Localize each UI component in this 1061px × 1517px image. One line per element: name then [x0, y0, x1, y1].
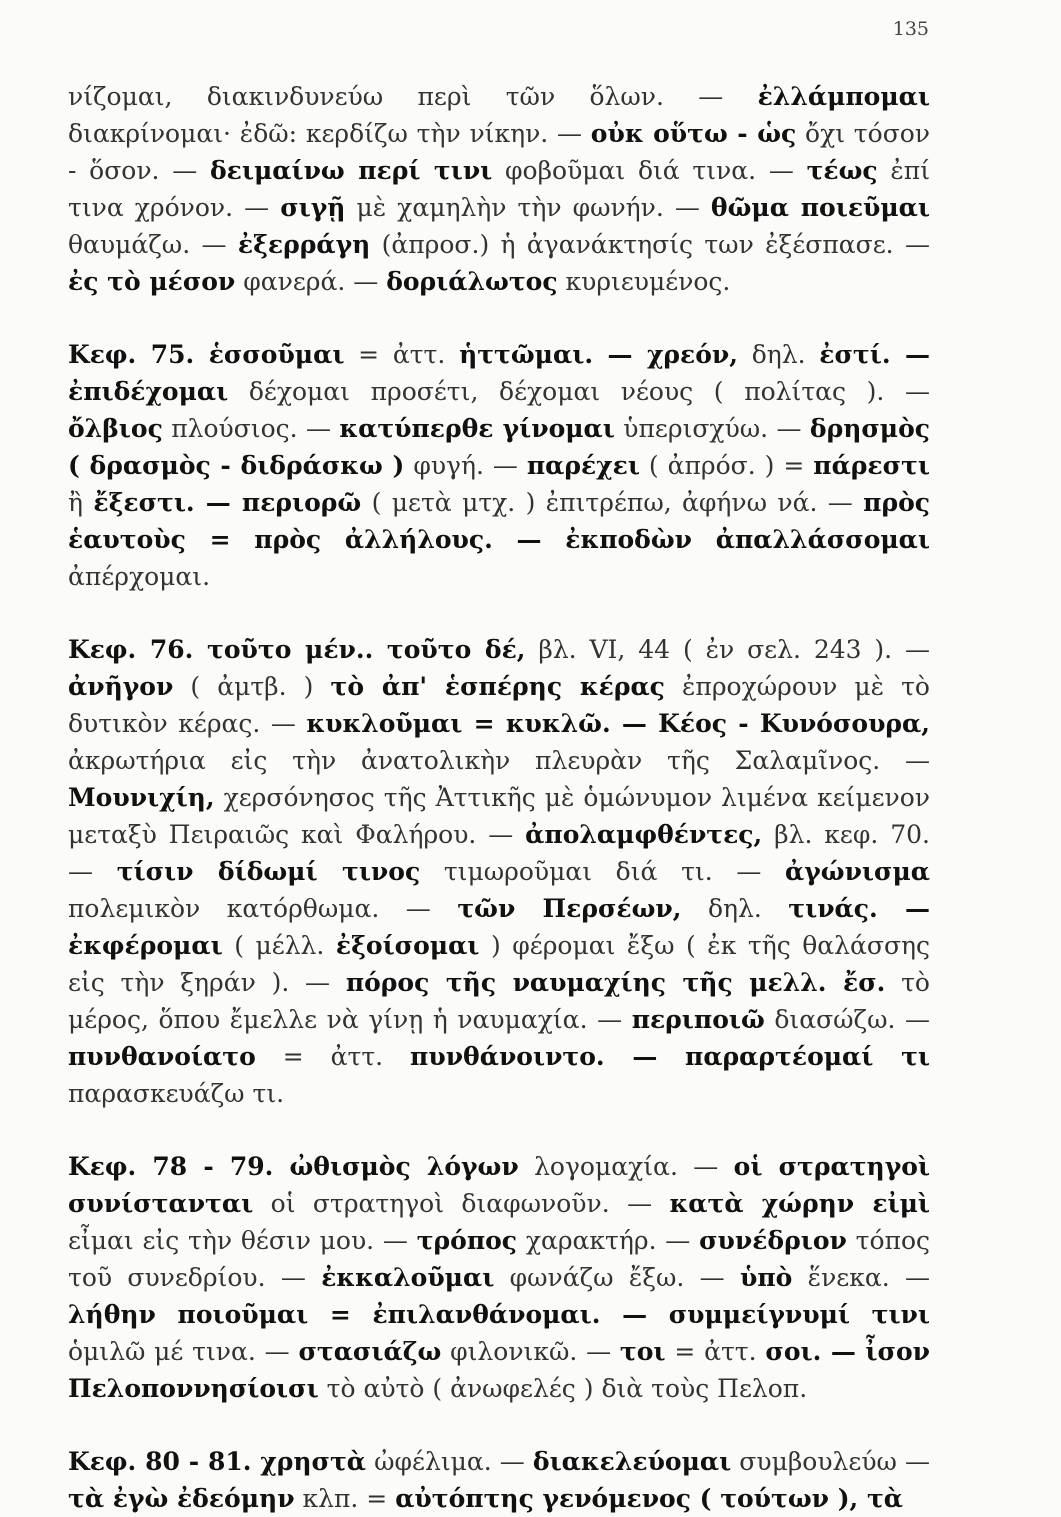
headword: ἀπολαμφθέντες,	[525, 820, 763, 849]
gloss-text: λογομαχία. —	[518, 1152, 734, 1181]
headword: τίσιν δίδωμί τινος	[116, 857, 421, 886]
headword: ἐλλάμπομαι	[757, 82, 930, 111]
headword: ἐκκαλοῦμαι	[321, 1263, 495, 1292]
gloss-text: θαυμάζω. —	[68, 230, 238, 259]
headword: οὐκ οὕτω - ὡς	[590, 119, 797, 148]
gloss-text: φοβοῦμαι διά τινα. —	[492, 156, 807, 185]
gloss-text: ( ἀπρόσ. ) =	[639, 451, 814, 480]
headword: παρέχει	[526, 451, 640, 480]
headword: ἔξεστι. — περιορῶ	[93, 488, 362, 517]
gloss-text: οἱ στρατηγοὶ διαφωνοῦν. —	[253, 1189, 670, 1218]
gloss-text: ) φέρομαι ἔξω ( ἐκ τῆς θαλάσσης εἰς τὴν ξηράν ). —	[68, 931, 930, 997]
headword: σοι. — ἶσον Πελοποννησίοισι	[68, 1337, 930, 1403]
headword: Μουνιχίη,	[68, 783, 215, 812]
gloss-text: νίζομαι, διακινδυνεύω περὶ τῶν ὅλων. —	[68, 82, 758, 111]
gloss-text: ὄχι τόσον - ὅσον. —	[68, 119, 931, 185]
gloss-text: φιλονικῶ. —	[441, 1337, 620, 1366]
headword: ἐστί. — ἐπιδέχομαι	[68, 340, 931, 406]
headword: σιγῇ	[280, 193, 346, 222]
glossary-paragraph	[68, 631, 930, 1112]
gloss-text: ὁμιλῶ μέ τινα. —	[68, 1337, 299, 1366]
gloss-text: ( μετὰ μτχ. ) ἐπιτρέπω, ἀφήνω νά. —	[361, 488, 864, 517]
headword: περιποιῶ	[631, 1005, 765, 1034]
gloss-text: ἀκρωτήρια εἰς τὴν ἀνατολικὴν πλευρὰν τῆς Σαλαμῖνος. —	[68, 746, 930, 775]
gloss-text: τιμωροῦμαι διά τι. —	[420, 857, 786, 886]
gloss-text: τόπος τοῦ συνεδρίου. —	[68, 1226, 930, 1292]
headword: συνέδριον	[699, 1226, 847, 1255]
headword: τοι	[619, 1337, 666, 1366]
headword: τὸ ἀπ' ἑσπέρης κέρας	[330, 672, 665, 701]
gloss-text: ἕνεκα. —	[792, 1263, 930, 1292]
gloss-text: = ἀττ.	[344, 340, 460, 369]
gloss-text: εἶμαι εἰς τὴν θέσιν μου. —	[68, 1226, 417, 1255]
gloss-text: διασώζω. —	[764, 1005, 931, 1034]
gloss-text: δηλ.	[681, 894, 789, 923]
headword: Κεφ. 76. τοῦτο μέν.. τοῦτο δέ,	[68, 635, 526, 664]
gloss-text: ἀπέρχομαι.	[68, 562, 211, 591]
headword: διακελεύομαι	[532, 1447, 732, 1476]
headword: δοριάλωτος	[386, 267, 558, 296]
headword: κατύπερθε γίνομαι	[339, 414, 615, 443]
gloss-text: δηλ.	[737, 340, 820, 369]
headword: τέως	[806, 156, 878, 185]
gloss-text: ( μέλλ.	[222, 931, 336, 960]
headword: πυνθάνοιντο. — παραρτέομαί τι	[410, 1042, 930, 1071]
headword: πόρος τῆς ναυμαχίης τῆς μελλ. ἔσ.	[345, 968, 886, 997]
headword: οἱ στρατηγοὶ συνίστανται	[68, 1152, 930, 1218]
headword: στασιάζω	[298, 1337, 442, 1366]
gloss-text: (ἀπροσ.) ἡ ἀγανάκτησίς των ἐξέσπασε. —	[370, 230, 930, 259]
gloss-text: φανερά. —	[235, 267, 387, 296]
headword: ὑπὸ	[740, 1263, 793, 1292]
gloss-text: = ἀττ.	[255, 1042, 411, 1071]
headword: ὄλβιος	[68, 414, 163, 443]
headword: ἐς τὸ μέσον	[68, 267, 236, 296]
gloss-text: ὑπερισχύω. —	[614, 414, 810, 443]
gloss-text: διακρίνομαι· ἐδῶ: κερδίζω τὴν νίκην. —	[68, 119, 591, 148]
gloss-text: πλούσιος. —	[162, 414, 340, 443]
headword: ἀγώνισμα	[785, 857, 930, 886]
gloss-text: ὠφέλιμα. —	[366, 1447, 533, 1476]
gloss-text: μὲ χαμηλὴν τὴν φωνήν. —	[345, 193, 711, 222]
gloss-text: τὸ αὐτὸ ( ἀνωφελές ) διὰ τοὺς Πελοπ.	[318, 1374, 808, 1403]
glossary-paragraph	[68, 78, 930, 300]
headword: πάρεστι	[813, 451, 930, 480]
gloss-text: χερσόνησος τῆς Ἀττικῆς μὲ ὁμώνυμον λιμένα κείμενον μεταξὺ Πειραιῶς καὶ Φαλήρου. —	[68, 783, 930, 849]
gloss-text: βλ. VI, 44 ( ἐν σελ. 243 ). —	[525, 635, 931, 664]
headword: Κεφ. 78 - 79. ὠθισμὸς λόγων	[68, 1152, 519, 1181]
body-text	[68, 78, 930, 1517]
gloss-text: ( ἀμτβ. )	[173, 672, 331, 701]
headword: κατὰ χώρην εἰμὶ	[669, 1189, 931, 1218]
page-number: 135	[892, 18, 929, 40]
gloss-text: βλ. κεφ. 70. —	[68, 820, 931, 886]
headword: κυκλοῦμαι = κυκλῶ. — Κέος - Κυνόσουρα,	[306, 709, 931, 738]
gloss-text: ἢ	[68, 488, 94, 517]
headword: Κεφ. 75. ἑσσοῦμαι	[68, 340, 345, 369]
gloss-text: συμβουλεύω —	[731, 1447, 930, 1476]
headword: αὐτόπτης γενόμενος ( τούτων ), τὰ	[395, 1484, 903, 1513]
headword: πρὸς ἑαυτοὺς = πρὸς ἀλλήλους. — ἐκποδὼν ἀπαλλάσσομαι	[68, 488, 930, 554]
headword: τῶν Περσέων,	[457, 894, 682, 923]
gloss-text: κλπ. =	[294, 1484, 396, 1513]
gloss-text: χαρακτήρ. —	[517, 1226, 700, 1255]
headword: πυνθανοίατο	[68, 1042, 256, 1071]
gloss-text: ἐπροχώρουν μὲ τὸ δυτικὸν κέρας. —	[68, 672, 930, 738]
gloss-text: φυγή. —	[404, 451, 527, 480]
headword: τρόπος	[416, 1226, 518, 1255]
headword: θῶμα ποιεῦμαι	[710, 193, 930, 222]
gloss-text: παρασκευάζω τι.	[68, 1079, 285, 1108]
headword: ἐξοίσομαι	[335, 931, 480, 960]
headword: ἐξερράγη	[237, 230, 371, 259]
headword: τὰ ἐγὼ ἐδεόμην	[68, 1484, 295, 1513]
headword: τινάς. — ἐκφέρομαι	[68, 894, 930, 960]
glossary-paragraph	[68, 336, 930, 595]
headword: Κεφ. 80 - 81. χρηστὰ	[68, 1447, 367, 1476]
gloss-text: δέχομαι προσέτι, δέχομαι νέους ( πολίτας ). —	[228, 377, 930, 406]
headword: ἡττῶμαι. — χρεόν,	[459, 340, 738, 369]
gloss-text: ἐπί τινα χρόνον. —	[68, 156, 930, 222]
glossary-paragraph	[68, 1148, 930, 1407]
headword: λήθην ποιοῦμαι = ἐπιλανθάνομαι. — συμμείγνυμί τινι	[68, 1300, 930, 1329]
gloss-text: φωνάζω ἔξω. —	[494, 1263, 741, 1292]
gloss-text: πολεμικὸν κατόρθωμα. —	[68, 894, 458, 923]
headword: δειμαίνω περί τινι	[209, 156, 493, 185]
gloss-text: τὸ μέρος, ὅπου ἔμελλε νὰ γίνῃ ἡ ναυμαχία. —	[68, 968, 930, 1034]
glossary-paragraph	[68, 1443, 930, 1517]
headword: ἀνῆγον	[68, 672, 174, 701]
gloss-text: = ἀττ.	[665, 1337, 766, 1366]
headword: δρησμὸς ( δρασμὸς - διδράσκω )	[68, 414, 930, 480]
gloss-text: κυριευμένος.	[557, 267, 731, 296]
